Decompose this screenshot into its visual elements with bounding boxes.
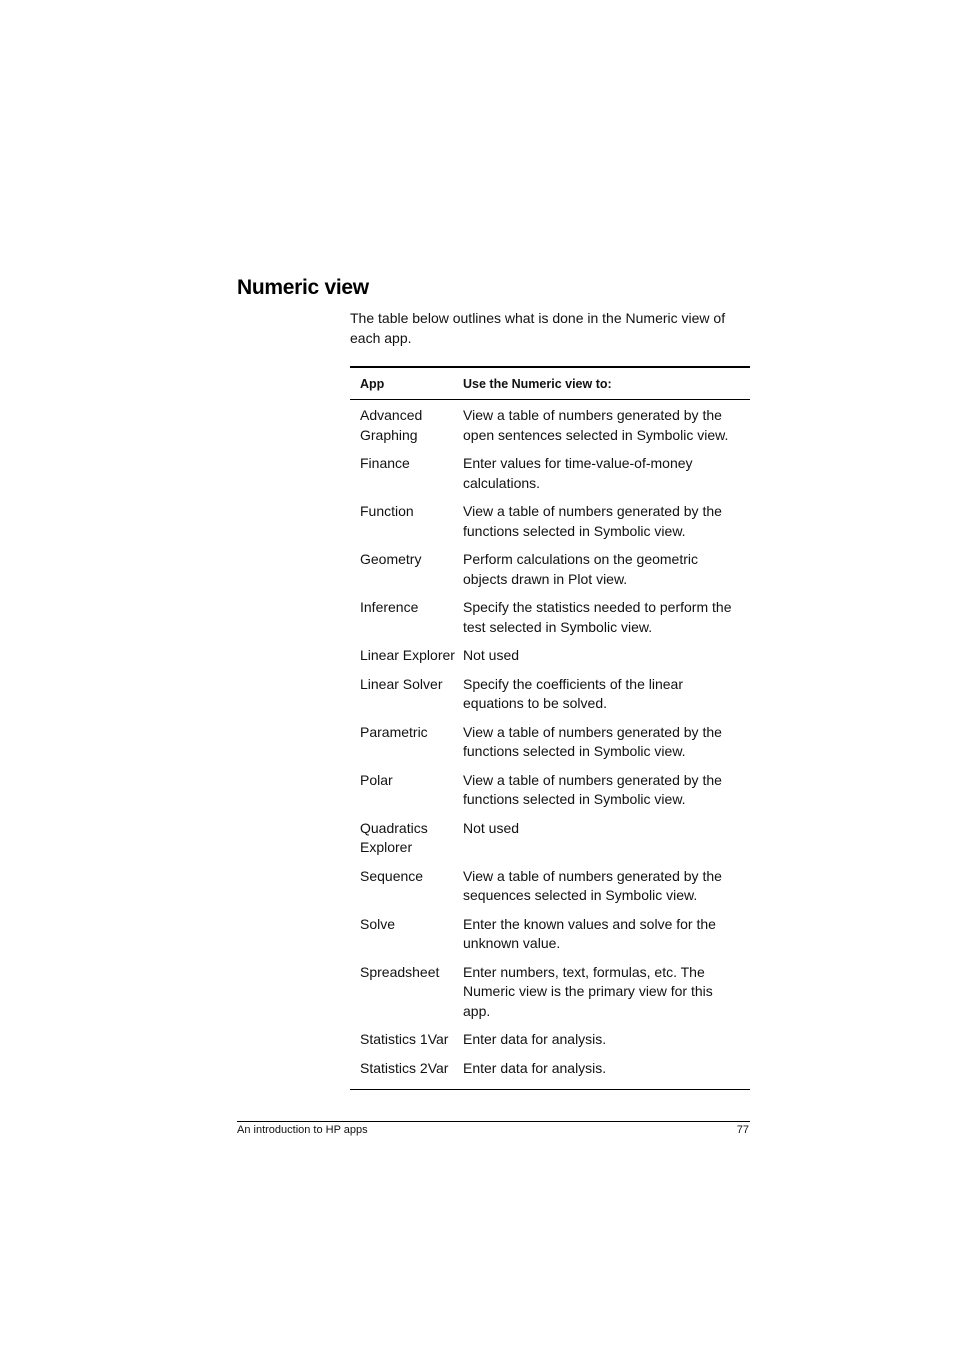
table-row <box>350 502 750 541</box>
row-app-name: Inference <box>360 599 419 615</box>
row-description: Not used <box>463 647 520 663</box>
table-row <box>350 963 750 1022</box>
footer-page-number: 77 <box>736 1124 749 1136</box>
table-row <box>350 771 750 810</box>
footer-chapter-title: An introduction to HP apps <box>237 1124 368 1136</box>
row-app-name: Function <box>360 503 414 519</box>
table-row <box>350 1059 750 1079</box>
row-app-name: Geometry <box>360 551 422 567</box>
table-row <box>350 598 750 637</box>
table-header-row <box>350 368 750 400</box>
row-description: View a table of numbers generated by the functions selected in Symbolic view. <box>463 503 722 539</box>
intro-paragraph: The table below outlines what is done in the Numeric view of each app. <box>350 310 726 346</box>
row-app-name: Advanced Graphing <box>360 407 423 443</box>
table-row <box>350 675 750 714</box>
table-row <box>350 915 750 954</box>
row-app-name: Finance <box>360 455 410 471</box>
table-row <box>350 454 750 493</box>
row-description: Enter numbers, text, formulas, etc. The Numeric view is the primary view for this app. <box>463 963 713 1019</box>
table-row <box>350 406 750 445</box>
row-description: Specify the statistics needed to perform the test selected in Symbolic view. <box>463 599 732 635</box>
table-body <box>350 400 750 1089</box>
table-row <box>350 819 750 858</box>
header-app: App <box>360 376 385 391</box>
row-app-name: Spreadsheet <box>360 963 440 980</box>
row-description: Not used <box>463 819 520 836</box>
row-description: View a table of numbers generated by the sequences selected in Symbolic view. <box>463 867 722 903</box>
footer-divider <box>237 1121 750 1122</box>
row-app-name: Polar <box>360 771 393 788</box>
section-title: Numeric view <box>237 276 369 299</box>
row-description: View a table of numbers generated by the open sentences selected in Symbolic view. <box>463 407 729 443</box>
row-description: Specify the coefficients of the linear equations to be solved. <box>463 675 683 711</box>
row-app-name: Solve <box>360 915 396 932</box>
row-description: Enter the known values and solve for the unknown value. <box>463 915 716 951</box>
row-app-name: Linear Solver <box>360 675 443 692</box>
row-description: Enter data for analysis. <box>463 1059 607 1076</box>
table-row <box>350 723 750 762</box>
row-app-name: Linear Explorer <box>360 647 455 663</box>
row-app-name: Quadratics Explorer <box>360 819 428 855</box>
row-description: Enter data for analysis. <box>463 1031 607 1047</box>
row-app-name: Statistics 1Var <box>360 1031 449 1047</box>
row-description: View a table of numbers generated by the functions selected in Symbolic view. <box>463 723 722 759</box>
table-row <box>350 1030 750 1050</box>
row-description: Perform calculations on the geometric objects drawn in Plot view. <box>463 551 698 587</box>
table-row <box>350 867 750 906</box>
row-app-name: Sequence <box>360 867 424 884</box>
table-row <box>350 646 750 666</box>
row-app-name: Statistics 2Var <box>360 1059 449 1076</box>
row-description: Enter values for time-value-of-money calculations. <box>463 455 693 491</box>
row-app-name: Parametric <box>360 723 428 740</box>
apps-table <box>350 366 750 1090</box>
header-use: Use the Numeric view to: <box>463 376 612 391</box>
row-description: View a table of numbers generated by the functions selected in Symbolic view. <box>463 771 722 807</box>
table-row <box>350 550 750 589</box>
